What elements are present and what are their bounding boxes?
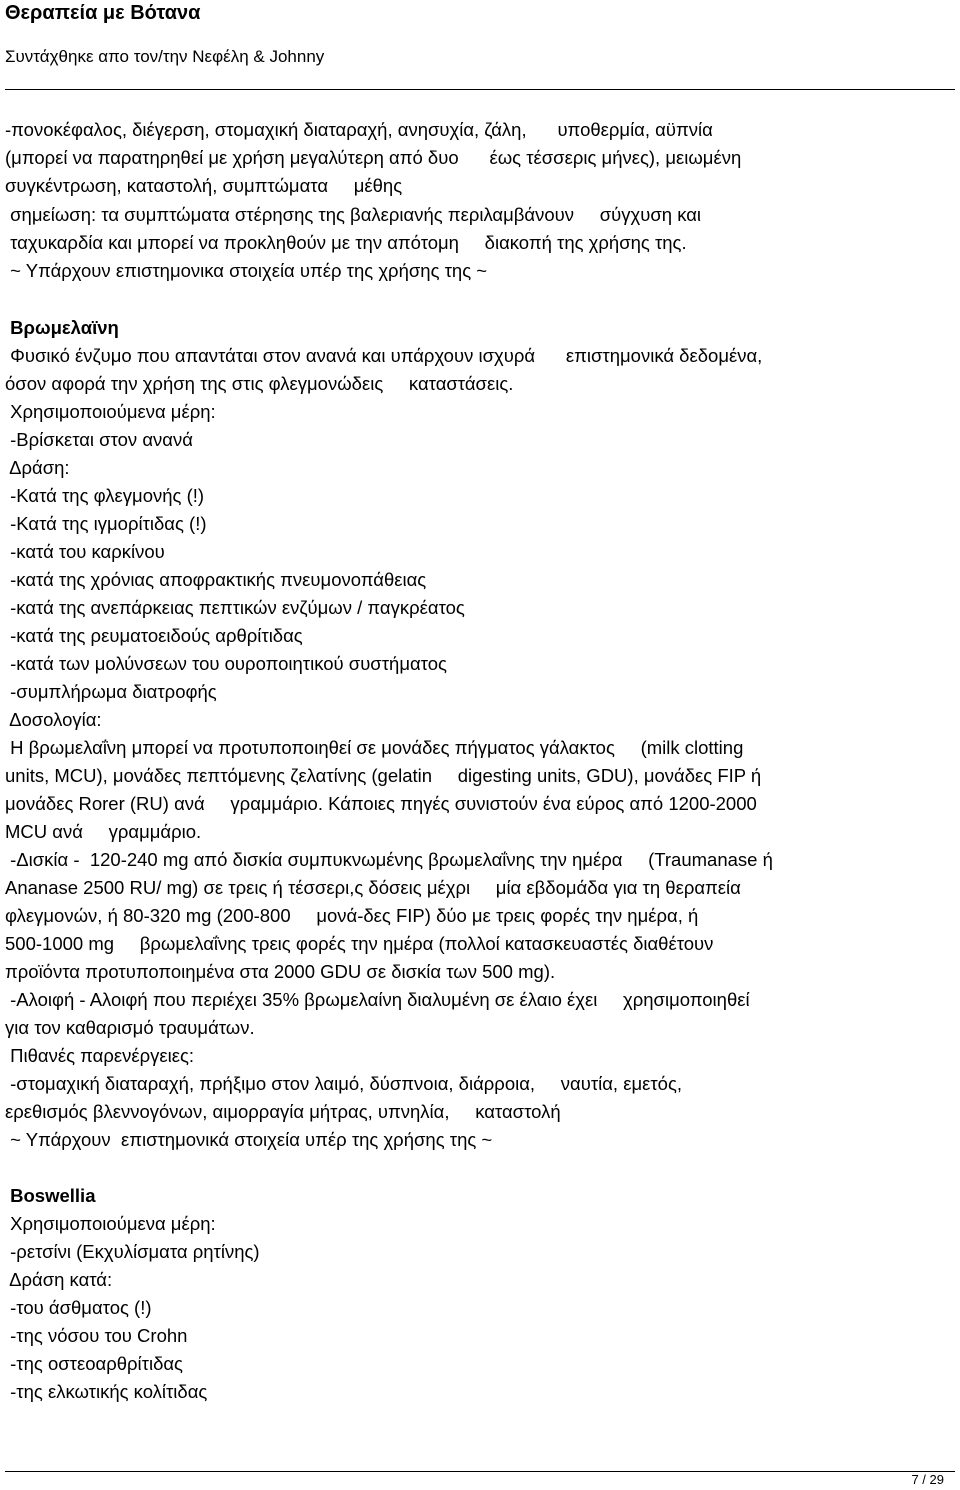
body-line: Φυσικό ένζυμο που απαντάται στον ανανά και υπάρχουν ισχυρά επιστημονικά δεδομένα,	[5, 345, 763, 366]
body-line: -κατά της χρόνιας αποφρακτικής πνευμονοπάθειας	[5, 569, 427, 590]
body-line: -κατά του καρκίνου	[5, 541, 165, 562]
body-line: -Δισκία - 120-240 mg από δισκία συμπυκνωμένης βρωμελαΐνης την ημέρα (Traumanase ή	[5, 849, 773, 870]
section-heading-boswellia: Boswellia	[5, 1185, 96, 1206]
body-line: Χρησιμοποιούμενα μέρη:	[5, 1213, 216, 1234]
body-line: Η βρωμελαΐνη μπορεί να προτυποποιηθεί σε μονάδες πήγματος γάλακτος (milk clotting	[5, 737, 744, 758]
body-line: -κατά της ανεπάρκειας πεπτικών ενζύμων / παγκρέατος	[5, 597, 465, 618]
body-line: ~ Υπάρχουν επιστημονικά στοιχεία υπέρ της χρήσης της ~	[5, 1129, 493, 1150]
body-line: φλεγμονών, ή 80-320 mg (200-800 μονά-δες FIP) δύο με τρεις φορές την ημέρα, ή	[5, 905, 699, 926]
body-line: -πονοκέφαλος, διέγερση, στομαχική διαταραχή, ανησυχία, ζάλη, υποθερμία, αϋπνία	[5, 119, 713, 140]
body-line: Ananase 2500 RU/ mg) σε τρεις ή τέσσερι,ς δόσεις μέχρι μία εβδομάδα για τη θεραπεία	[5, 877, 741, 898]
body-line: Χρησιμοποιούμενα μέρη:	[5, 401, 216, 422]
document-title: Θεραπεία με Βότανα	[5, 2, 201, 24]
body-line: -κατά των μολύνσεων του ουροποιητικού συστήματος	[5, 653, 447, 674]
body-line: για τον καθαρισμό τραυμάτων.	[5, 1017, 255, 1038]
page-header	[0, 0, 960, 100]
header-divider	[5, 89, 955, 90]
footer-divider	[5, 1471, 955, 1472]
body-line: συγκέντρωση, καταστολή, συμπτώματα μέθης	[5, 175, 403, 196]
body-line: -Αλοιφή - Αλοιφή που περιέχει 35% βρωμελαίνη διαλυμένη σε έλαιο έχει χρησιμοποιηθεί	[5, 989, 750, 1010]
author-byline: Συντάχθηκε απο τον/την Νεφέλη & Johnny	[5, 47, 325, 66]
body-line: -κατά της ρευματοειδούς αρθρίτιδας	[5, 625, 303, 646]
body-line: ~ Υπάρχουν επιστημονικα στοιχεία υπέρ της χρήσης της ~	[5, 260, 488, 281]
body-line: units, MCU), μονάδες πεπτόμενης ζελατίνης (gelatin digesting units, GDU), μονάδες FIP ή	[5, 765, 762, 786]
body-line: -της ελκωτικής κολίτιδας	[5, 1381, 208, 1402]
body-line: -Κατά της ιγμορίτιδας (!)	[5, 513, 207, 534]
body-line: Δράση κατά:	[5, 1269, 113, 1290]
body-line: -ρετσίνι (Εκχυλίσματα ρητίνης)	[5, 1241, 260, 1262]
body-line: -Κατά της φλεγμονής (!)	[5, 485, 205, 506]
body-line: Δράση:	[5, 457, 70, 478]
body-line: μονάδες Rorer (RU) ανά γραμμάριο. Κάποιες πηγές συνιστούν ένα εύρος από 1200-2000	[5, 793, 757, 814]
body-line: Πιθανές παρενέργειες:	[5, 1045, 195, 1066]
body-line: Δοσολογία:	[5, 709, 102, 730]
page-number: 7 / 29	[911, 1472, 944, 1487]
body-line: όσον αφορά την χρήση της στις φλεγμονώδεις καταστάσεις.	[5, 373, 514, 394]
body-line: 500-1000 mg βρωμελαΐνης τρεις φορές την ημέρα (πολλοί κατασκευαστές διαθέτουν	[5, 933, 714, 954]
body-line: -της νόσου του Crohn	[5, 1325, 188, 1346]
body-line: σημείωση: τα συμπτώματα στέρησης της βαλεριανής περιλαμβάνουν σύγχυση και	[5, 204, 702, 225]
body-line: -στομαχική διαταραχή, πρήξιμο στον λαιμό, δύσπνοια, διάρροια, ναυτία, εμετός,	[5, 1073, 683, 1094]
body-line: -Βρίσκεται στον ανανά	[5, 429, 193, 450]
body-line: MCU ανά γραμμάριο.	[5, 821, 202, 842]
body-line: -της οστεοαρθρίτιδας	[5, 1353, 183, 1374]
body-line: προϊόντα προτυποποιημένα στα 2000 GDU σε δισκία των 500 mg).	[5, 961, 556, 982]
body-line: ερεθισμός βλεννογόνων, αιμορραγία μήτρας, υπνηλία, καταστολή	[5, 1101, 561, 1122]
section-heading-bromelain: Βρωμελαϊνη	[5, 317, 119, 338]
body-line: (μπορεί να παρατηρηθεί με χρήση μεγαλύτερη από δυο έως τέσσερις μήνες), μειωμένη	[5, 147, 742, 168]
body-line: -συμπλήρωμα διατροφής	[5, 681, 217, 702]
body-line: -του άσθματος (!)	[5, 1297, 152, 1318]
body-line: ταχυκαρδία και μπορεί να προκληθούν με την απότομη διακοπή της χρήσης της.	[5, 232, 687, 253]
